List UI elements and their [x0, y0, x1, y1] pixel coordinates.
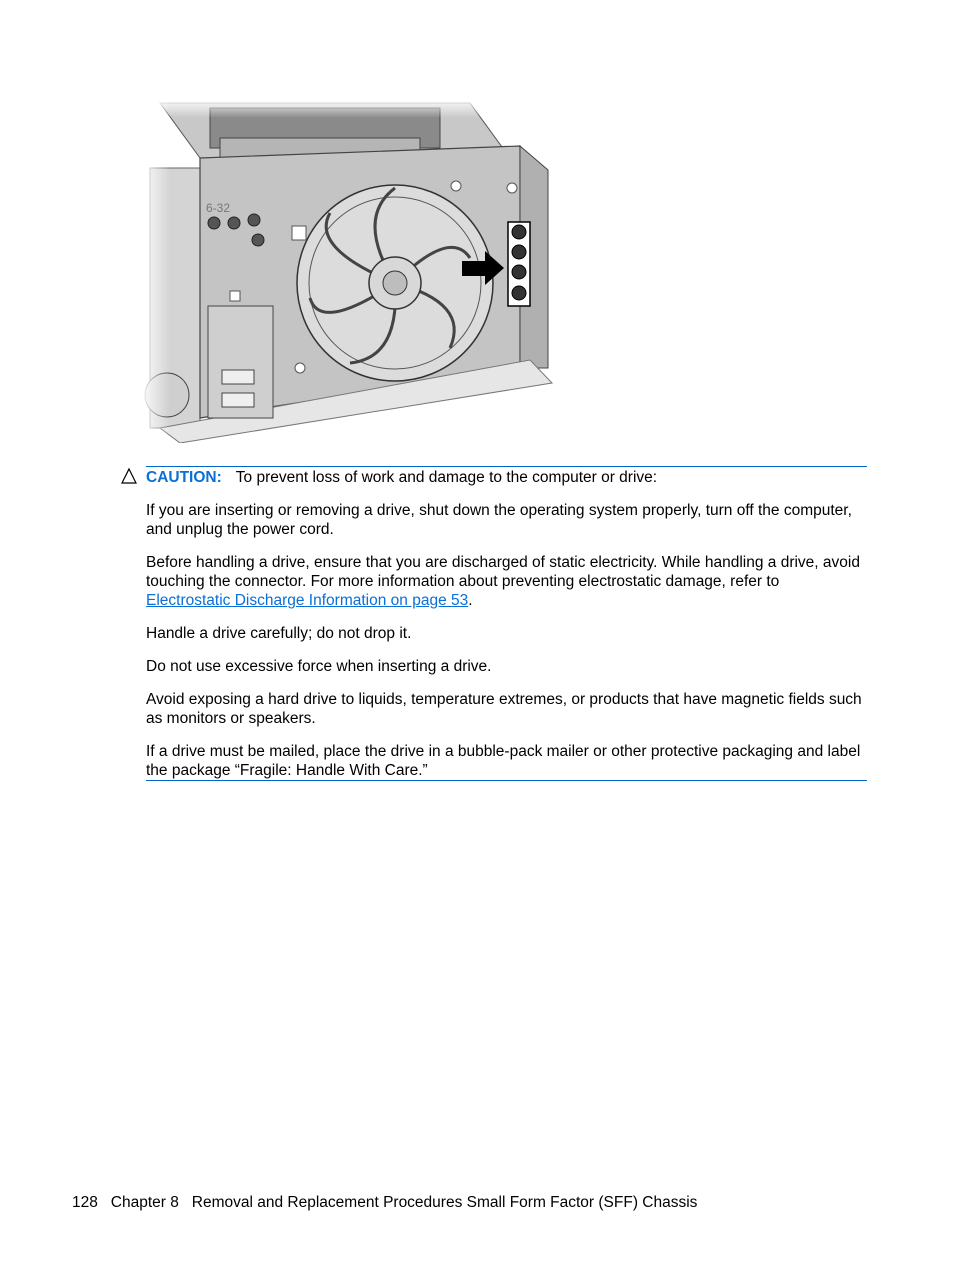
esd-info-link[interactable]: Electrostatic Discharge Information on page 53 — [146, 592, 469, 609]
caution-block — [146, 466, 867, 781]
caution-paragraph: If a drive must be mailed, place the drive in a bubble-pack mailer or other protective packaging and label the package “Fragile: Handle With Care.” — [146, 743, 861, 779]
caution-paragraph: If you are inserting or removing a drive, shut down the operating system properly, turn off the computer, and unplug the power cord. — [146, 502, 852, 538]
screw-size-label: 6-32 — [206, 201, 231, 215]
chassis-illustration — [140, 98, 555, 443]
caution-heading — [146, 467, 867, 487]
caution-paragraph: Handle a drive carefully; do not drop it. — [146, 625, 412, 642]
caution-intro: To prevent loss of work and damage to the computer or drive: — [235, 469, 658, 486]
page-footer — [72, 1193, 697, 1212]
chapter-title: Removal and Replacement Procedures Small Form Factor (SFF) Chassis — [191, 1194, 698, 1211]
caution-paragraph: Avoid exposing a hard drive to liquids, temperature extremes, or products that have magnetic fields such as monitors or speakers. — [146, 691, 862, 727]
static-text-before: Before handling a drive, ensure that you are discharged of static electricity. While handling a drive, avoid touching the connector. For more information about preventing electrostatic damage, refer to — [146, 554, 860, 590]
static-text-after: . — [468, 592, 473, 609]
caution-label: CAUTION: — [146, 469, 222, 486]
chapter-number: Chapter 8 — [110, 1194, 179, 1211]
page-number: 128 — [72, 1194, 98, 1211]
caution-paragraph: Do not use excessive force when inserting a drive. — [146, 658, 492, 675]
caution-paragraph-static — [146, 553, 867, 610]
caution-triangle-icon — [121, 467, 137, 485]
